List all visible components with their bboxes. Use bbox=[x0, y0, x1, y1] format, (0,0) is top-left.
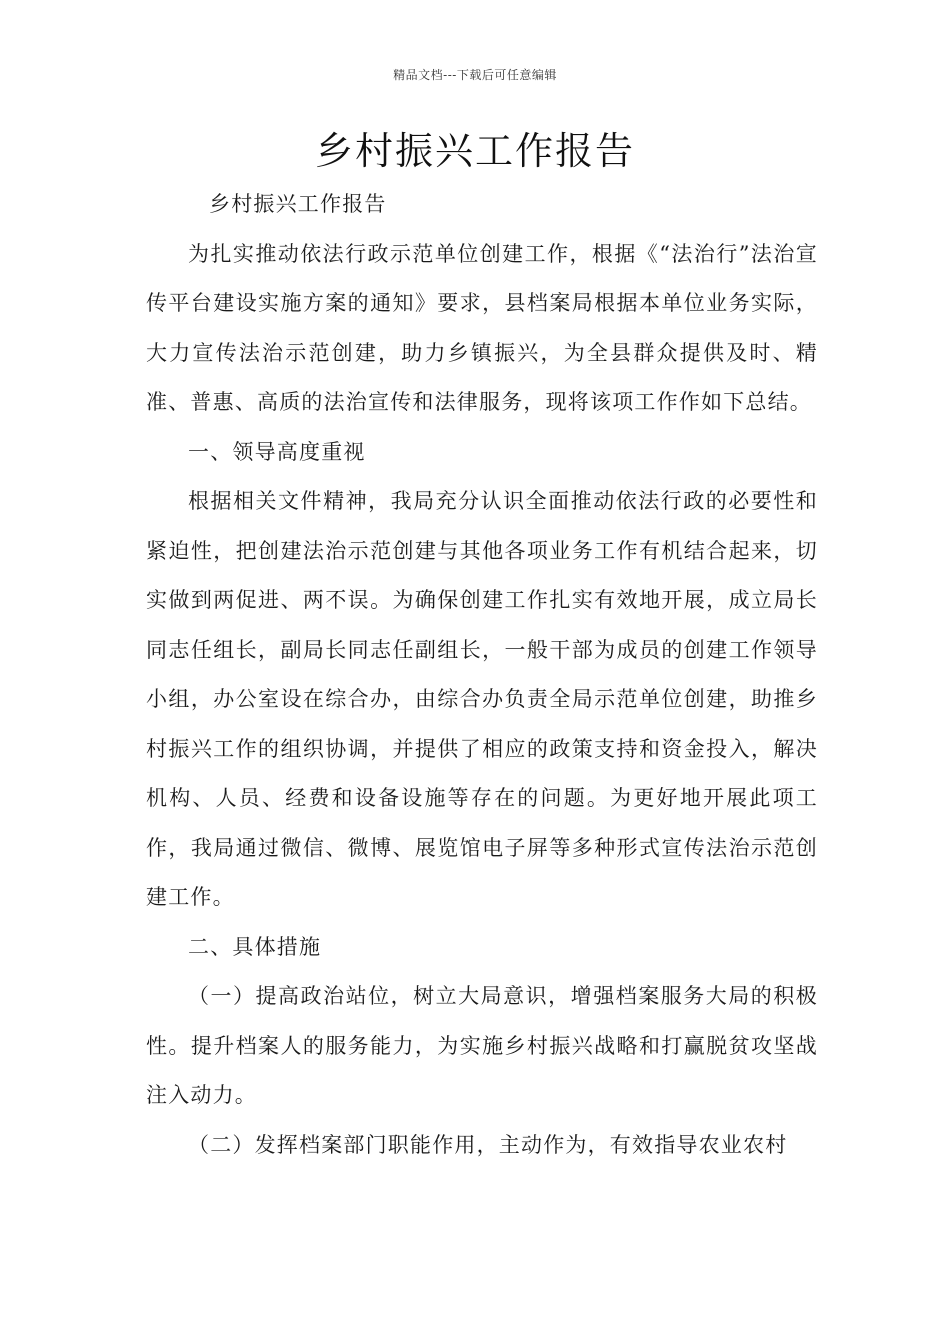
document-title: 乡村振兴工作报告 bbox=[314, 129, 635, 173]
section-1-paragraph: 根据相关文件精神，我局充分认识全面推动依法行政的必要性和紧迫性，把创建法治示范创建与其他各项业务工作有机结合起来，切实做到两促进、两不误。为确保创建工作扎实有效地开展，成立局长同志任组长，副局长同志任副组长，一般干部为成员的创建工作领导小组，办公室设在综合办，由综合办负责全局示范单位创建，助推乡村振兴工作的组织协调，并提供了相应的政策支持和资金投入，解决机构、人员、经费和设备设施等存在的问题。为更好地开展此项工作，我局通过微信、微博、展览馆电子屏等多种形式宣传法治示范创建工作。 bbox=[146, 489, 818, 909]
section-heading-1: 一、领导高度重视 bbox=[188, 439, 366, 464]
measure-2-paragraph: （二）发挥档案部门职能作用，主动作为，有效指导农业农村 bbox=[188, 1132, 788, 1157]
document-subtitle: 乡村振兴工作报告 bbox=[209, 192, 387, 216]
intro-paragraph: 为扎实推动依法行政示范单位创建工作，根据《“法治行”法治宣传平台建设实施方案的通知》要求，县档案局根据本单位业务实际，大力宣传法治示范创建，助力乡镇振兴，为全县群众提供及时、精准、普惠、高质的法治宣传和法律服务，现将该项工作作如下总结。 bbox=[146, 241, 818, 414]
document-body bbox=[146, 180, 818, 1170]
measure-1-paragraph: （一）提高政治站位，树立大局意识，增强档案服务大局的积极性。提升档案人的服务能力，为实施乡村振兴战略和打赢脱贫攻坚战注入动力。 bbox=[146, 984, 818, 1107]
header-note: 精品文档---下载后可任意编辑 bbox=[393, 68, 557, 82]
section-heading-2: 二、具体措施 bbox=[188, 934, 322, 959]
